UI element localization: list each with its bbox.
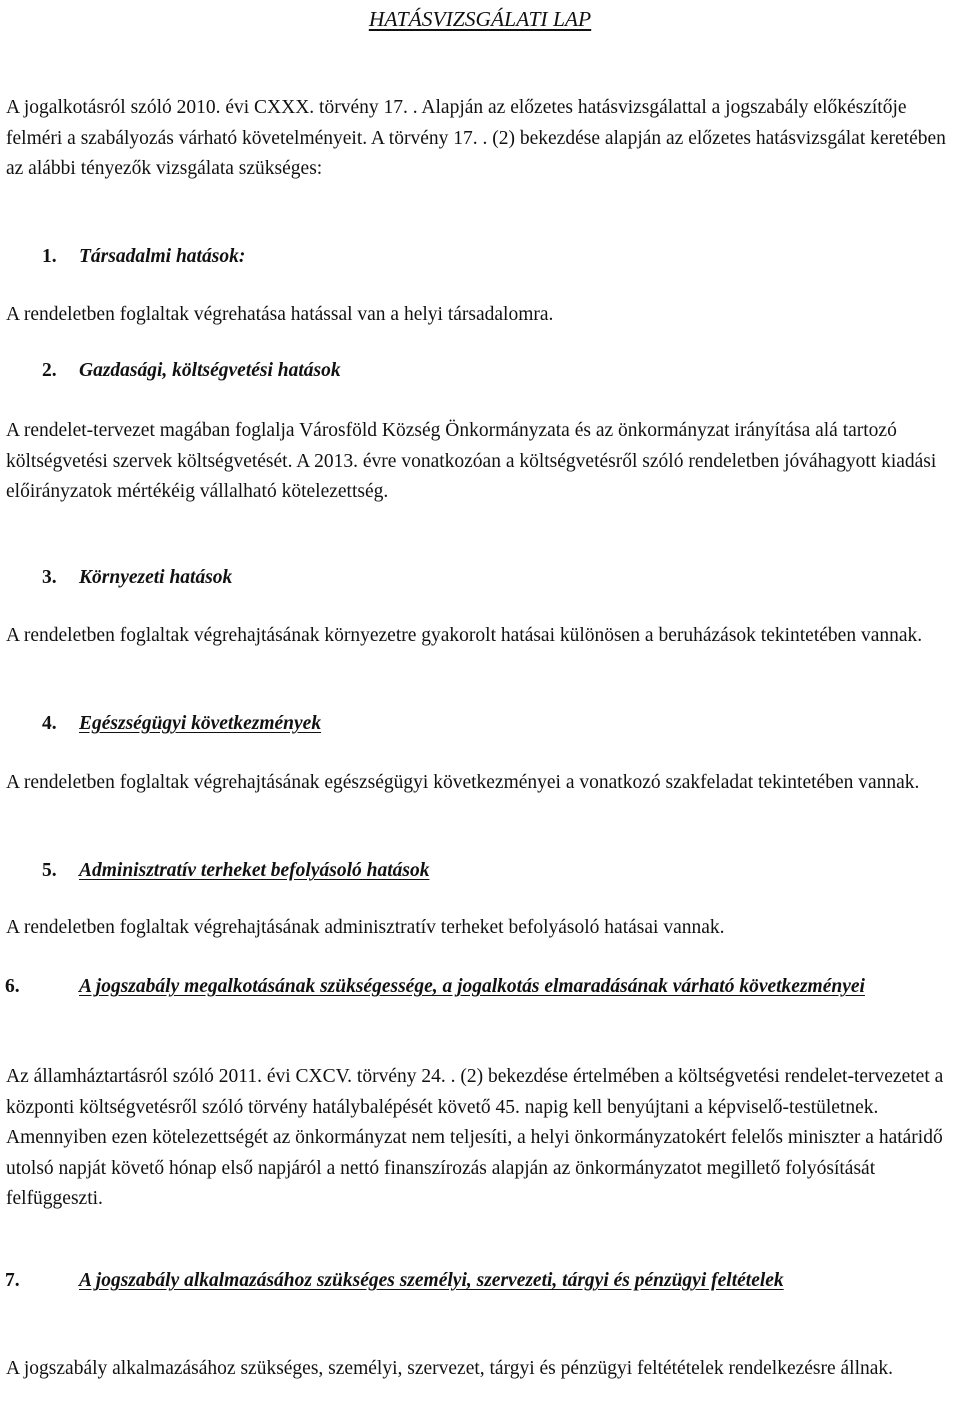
section-4-heading [42, 709, 952, 740]
section-3-text: A rendeletben foglaltak végrehajtásának környezetre gyakorolt hatásai különösen a beruházások tekintetében vannak. [6, 625, 923, 646]
section-number: 3. [42, 567, 57, 588]
section-title: Társadalmi hatások: [79, 246, 246, 267]
section-7-text: A jogszabály alkalmazásához szükséges, személyi, szervezet, tárgyi és pénzügyi feltétételek rendelkezésre állnak. [6, 1358, 894, 1379]
section-4-text: A rendeletben foglaltak végrehajtásának egészségügyi következményei a vonatkozó szakfeladat tekintetében vannak. [6, 772, 920, 793]
section-title: Adminisztratív terheket befolyásoló hatások [79, 860, 430, 881]
section-number: 7. [5, 1270, 20, 1291]
section-1-heading [42, 242, 952, 273]
section-3-heading [42, 563, 952, 594]
section-number: 6. [5, 976, 20, 997]
section-title: Környezeti hatások [79, 567, 233, 588]
section-5-text: A rendeletben foglaltak végrehajtásának adminisztratív terheket befolyásoló hatásai vannak. [6, 917, 725, 938]
section-title: A jogszabály megalkotásának szükségessége, a jogalkotás elmaradásának várható következményei [79, 976, 865, 997]
section-number: 1. [42, 246, 57, 267]
section-number: 2. [42, 360, 57, 381]
section-1-text: A rendeletben foglaltak végrehatása hatással van a helyi társadalomra. [6, 304, 554, 325]
section-title: A jogszabály alkalmazásához szükséges személyi, szervezeti, tárgyi és pénzügyi feltételek [79, 1270, 784, 1291]
section-number: 4. [42, 713, 57, 734]
section-2-text: A rendelet-tervezet magában foglalja Városföld Község Önkormányzata és az önkormányzat irányítása alá tartozó költségvetési szervek költségvetését. A 2013. évre vonatkozóan a költségvetésről szóló rendeletben jóváhagyott kiadási előirányzatok mértékéig vállalható kötelezettség. [6, 420, 937, 502]
section-6-text: Az államháztartásról szóló 2011. évi CXCV. törvény 24. . (2) bekezdése értelmében a költségvetési rendelet-tervezetet a központi költségvetésről szóló törvény hatálybalépését követő 45. napig kell benyújtani a képviselő-testületnek. Amennyiben ezen kötelezettségét az önkormányzat nem teljesíti, a helyi önkormányzatokért felelős miniszter a határidő utolsó napját követő hónap első napjáról a nettó finanszírozás alapján az önkormányzatot megillető folyósítását felfüggeszti. [6, 1066, 944, 1209]
section-6-heading [5, 972, 947, 1003]
section-2-heading [42, 356, 952, 387]
section-7-heading [5, 1266, 947, 1297]
intro-paragraph: A jogalkotásról szóló 2010. évi CXXX. törvény 17. . Alapján az előzetes hatásvizsgálattal a jogszabály előkészítője felméri a szabályozás várható követelményeit. A törvény 17. . (2) bekezdése alapján az előzetes hatásvizsgálat keretében az alábbi tényezők vizsgálata szükséges: [6, 97, 946, 179]
section-title: Egészségügyi következmények [79, 713, 322, 734]
section-5-heading [42, 856, 952, 887]
section-title: Gazdasági, költségvetési hatások [79, 360, 341, 381]
document-title: HATÁSVIZSGÁLATI LAP [368, 7, 592, 31]
section-number: 5. [42, 860, 57, 881]
